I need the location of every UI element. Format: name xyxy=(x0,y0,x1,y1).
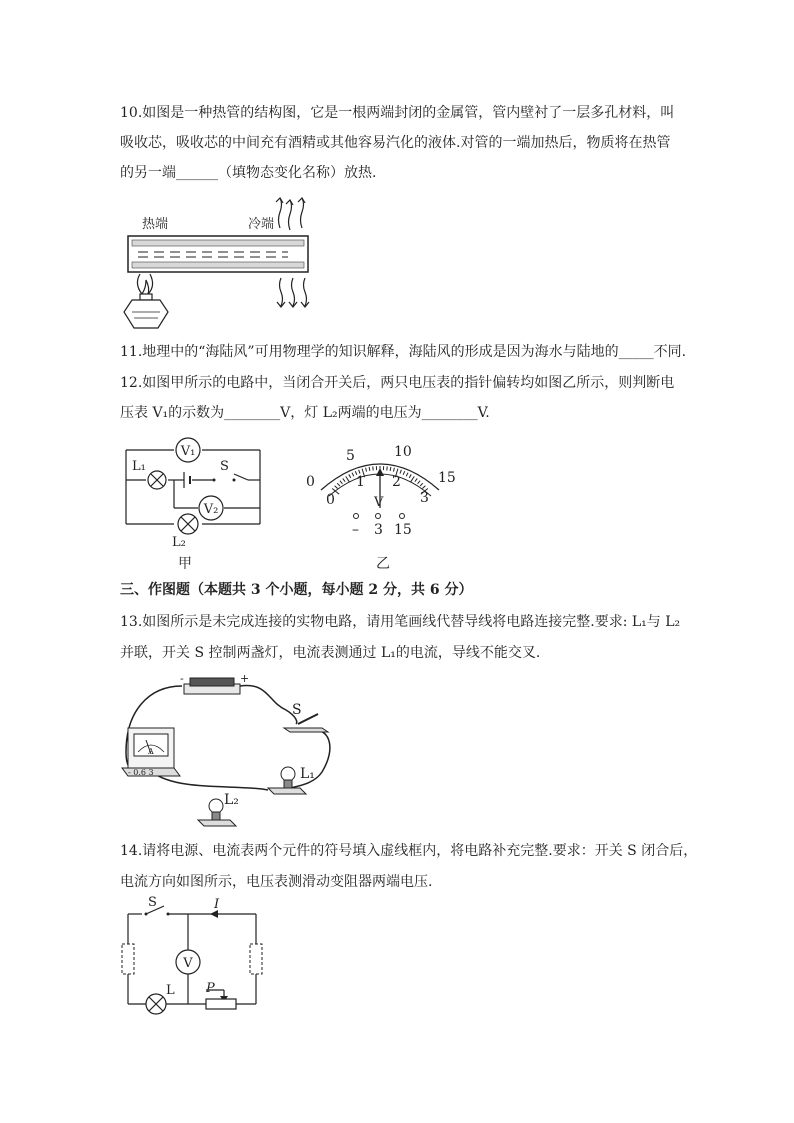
circuit-q14-figure xyxy=(118,894,278,1024)
rheostat xyxy=(206,999,236,1009)
slider-p-label: P xyxy=(206,981,215,996)
lower-tick-2: 2 xyxy=(392,474,401,490)
dial-tick xyxy=(418,481,421,484)
q10-line-2: 吸收芯，吸收芯的中间充有酒精或其他容易汽化的液体.对管的一端加热后，物质将在热管 xyxy=(120,135,671,151)
cold-end-label: 冷端 xyxy=(248,217,275,232)
q13-line-1: 13.如图所示是未完成连接的实物电路，请用笔画线代替导线将电路连接完整.要求: L₁与 L₂ xyxy=(120,614,681,630)
voltmeter xyxy=(176,950,200,974)
lower-tick-1: 1 xyxy=(356,474,365,490)
upper-tick-15: 15 xyxy=(438,470,456,486)
upper-tick-5: 5 xyxy=(346,448,355,464)
switch-s-label: S xyxy=(148,895,157,910)
dial-tick xyxy=(359,470,360,474)
dial-tick xyxy=(400,470,401,474)
heat-pipe-figure xyxy=(118,196,328,332)
q11-line-1: 11.地理中的“海陆风”可用物理学的知识解释，海陆风的形成是因为海水与陆地的_____不同. xyxy=(120,344,687,360)
dashed-box-left xyxy=(122,944,134,974)
dial-tick xyxy=(403,471,405,475)
dial-unit-v: V xyxy=(374,495,384,510)
lamp-l1 xyxy=(268,766,315,794)
q14-line-2: 电流方向如图所示，电压表测滑动变阻器两端电压. xyxy=(120,874,433,890)
battery-plus: + xyxy=(240,672,250,685)
dial-tick xyxy=(340,481,343,484)
dial-tick xyxy=(390,467,391,471)
voltmeter-v1 xyxy=(176,438,200,462)
dial-tick xyxy=(420,483,423,486)
q12-line-1: 12.如图甲所示的电路中，当闭合开关后，两只电压表的指针偏转均如图乙所示，则判断电 xyxy=(120,375,675,391)
dial-tick xyxy=(366,468,367,472)
dial-tick xyxy=(335,486,338,489)
dial-tick xyxy=(409,474,411,477)
q10-line-3: 的另一端______（填物态变化名称）放热. xyxy=(120,165,377,181)
switch-s-label: S xyxy=(292,702,302,718)
lamp-l-label: L xyxy=(166,983,175,998)
lamp-l2 xyxy=(178,514,198,534)
dial-tick xyxy=(343,478,345,481)
terminal-3: 3 xyxy=(374,522,383,538)
l2-label: L₂ xyxy=(172,535,186,550)
dial-tick xyxy=(352,473,354,477)
terminal-minus: – xyxy=(352,522,359,538)
switch-s-label: S xyxy=(220,459,229,474)
q10-line-1: 10.如图是一种热管的结构图，它是一根两端封闭的金属管，管内壁衬了一层多孔材料，叫 xyxy=(120,105,675,121)
dashed-box-right xyxy=(250,944,262,974)
terminal-15: 15 xyxy=(394,522,412,538)
circuit-jia-figure xyxy=(118,430,268,575)
v1-label: V₁ xyxy=(180,444,196,459)
voltmeter-label: V xyxy=(183,956,193,971)
ammeter-letter: A xyxy=(148,747,154,756)
alcohol-lamp xyxy=(124,274,168,328)
dial-tick xyxy=(337,483,340,486)
dial-tick xyxy=(393,468,394,472)
ammeter xyxy=(122,728,180,777)
lower-tick-0: 0 xyxy=(326,492,335,508)
current-i-label: I xyxy=(214,897,220,912)
l1-label: L₁ xyxy=(132,459,146,474)
voltmeter-dial-figure xyxy=(296,438,466,578)
lower-tick-3: 3 xyxy=(420,490,429,506)
physical-circuit-figure xyxy=(118,672,348,834)
hot-end-label: 热端 xyxy=(142,217,169,232)
section-3-heading: 三、作图题（本题共 3 个小题，每小题 2 分，共 6 分） xyxy=(120,582,473,598)
dial-tick xyxy=(415,478,417,481)
q12-line-2: 压表 V₁的示数为________V，灯 L₂两端的电压为________V. xyxy=(120,405,490,421)
battery-minus: - xyxy=(180,672,184,685)
dial-tick xyxy=(422,486,425,489)
q14-line-1: 14.请将电源、电流表两个元件的符号填入虚线框内，将电路补充完整.要求：开关 S 闭合后， xyxy=(120,843,698,859)
switch-s xyxy=(284,702,328,732)
dial-tick xyxy=(406,473,408,477)
dial-tick xyxy=(349,474,351,477)
lamp-l xyxy=(146,994,166,1014)
v2-label: V₂ xyxy=(203,502,219,517)
lamp-l1 xyxy=(148,471,166,489)
l1-label: L₁ xyxy=(300,766,315,782)
dial-tick xyxy=(346,476,350,482)
dial-tick xyxy=(410,476,414,482)
upper-tick-0: 0 xyxy=(306,474,315,490)
upper-tick-10: 10 xyxy=(394,444,412,460)
ammeter-terminals: - 0.6 3 xyxy=(128,768,154,777)
figure-jia-caption: 甲 xyxy=(178,556,192,572)
dial-tick xyxy=(369,467,370,471)
l2-label: L₂ xyxy=(224,792,239,808)
voltmeter-v2 xyxy=(199,496,223,520)
q13-line-2: 并联，开关 S 控制两盏灯，电流表测通过 L₁的电流，导线不能交叉. xyxy=(120,645,541,661)
battery xyxy=(180,672,249,694)
figure-yi-caption: 乙 xyxy=(376,556,390,572)
lamp-l2 xyxy=(198,792,239,826)
